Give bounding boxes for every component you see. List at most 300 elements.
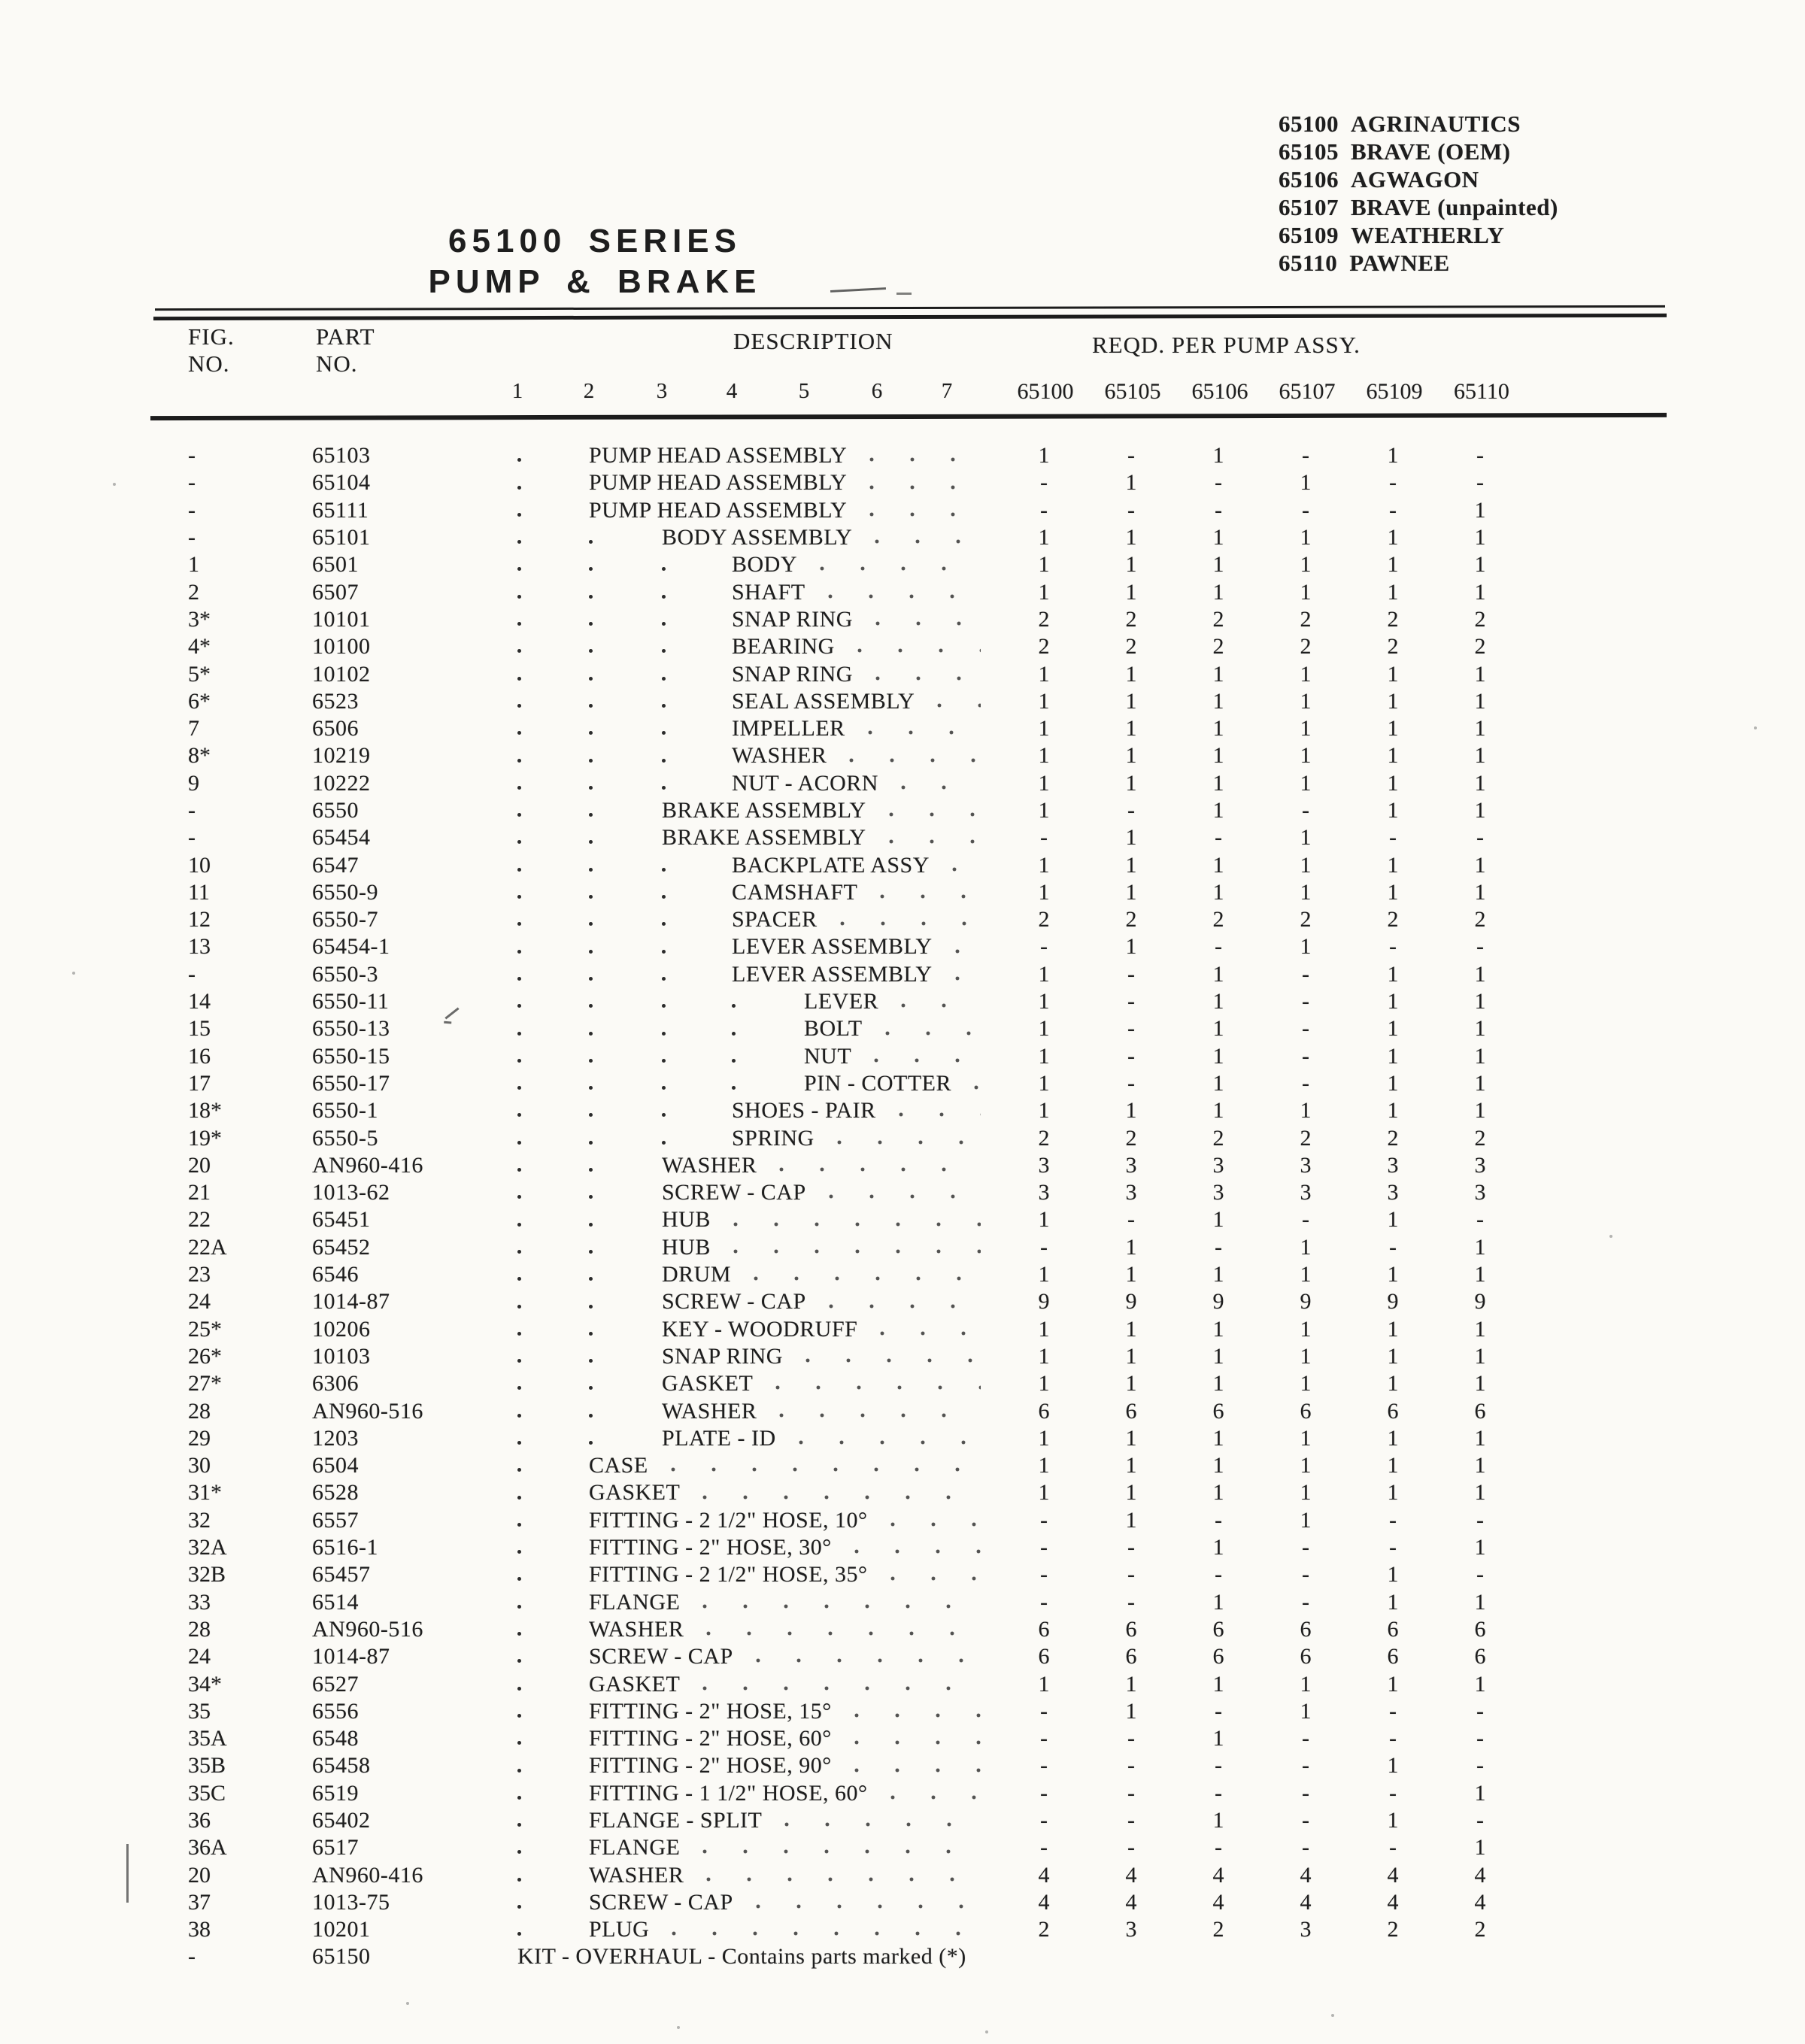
table-row (0, 524, 1805, 551)
fig-no-cell: - (188, 443, 196, 469)
leader-dots (754, 1276, 981, 1281)
indent-dot (517, 1277, 521, 1281)
fig-no-cell: 35C (188, 1780, 226, 1806)
indent-dot (517, 1059, 521, 1063)
page-title (418, 221, 772, 302)
indent-dot (589, 895, 593, 899)
description-cell (493, 1179, 1000, 1206)
qty-cell: - (1127, 1780, 1135, 1806)
indent-dot (589, 1277, 593, 1281)
indent-dot (517, 1932, 521, 1936)
qty-cell: 1 (1038, 1070, 1050, 1096)
indent-dot (517, 1496, 521, 1500)
indent-dot (589, 1059, 593, 1063)
description-text: PUMP HEAD ASSEMBLY (589, 443, 848, 469)
qty-cell: 1 (1038, 525, 1050, 550)
qty-cell: 1 (1212, 688, 1224, 714)
qty-cell: 1 (1038, 688, 1050, 714)
indent-dot (662, 649, 666, 653)
leader-dots (875, 676, 981, 681)
qty-cell: 6 (1125, 1616, 1137, 1642)
indent-dot (517, 1386, 521, 1390)
qty-cell: 2 (1474, 634, 1486, 660)
part-no-cell: 1014-87 (312, 1289, 390, 1315)
qty-cell: 1 (1387, 1807, 1399, 1833)
fig-no-cell: 28 (188, 1616, 211, 1642)
indent-dot (517, 704, 521, 708)
qty-cell: 1 (1387, 552, 1399, 578)
table-row (0, 1916, 1805, 1943)
fig-no-cell: - (188, 470, 196, 496)
part-no-cell: 6519 (312, 1780, 359, 1806)
qty-cell: 2 (1125, 907, 1137, 933)
indent-dot (662, 677, 666, 681)
part-no-cell: 6550-9 (312, 879, 378, 905)
qty-cell: 1 (1038, 1453, 1050, 1478)
part-no-cell: 6550-13 (312, 1016, 390, 1042)
fig-no-cell: 18* (188, 1098, 222, 1124)
description-cell (493, 688, 1000, 715)
qty-cell: 2 (1300, 1125, 1312, 1151)
table-row (0, 660, 1805, 687)
qty-cell: 3 (1125, 1180, 1137, 1205)
qty-cell: 1 (1387, 1480, 1399, 1506)
qty-cell: 1 (1212, 1207, 1224, 1233)
description-cell (493, 633, 1000, 660)
qty-cell: 1 (1474, 497, 1486, 523)
fig-no-cell: 21 (188, 1180, 211, 1205)
leader-dots (799, 1440, 981, 1445)
description-cell (493, 1643, 1000, 1670)
description-cell (493, 742, 1000, 769)
qty-cell: 9 (1212, 1289, 1224, 1315)
qty-cell: 3 (1212, 1152, 1224, 1178)
leader-dots (890, 1522, 981, 1527)
indent-dot (517, 1714, 521, 1718)
part-no-cell: 1013-62 (312, 1180, 390, 1205)
qty-cell: 2 (1125, 606, 1137, 632)
qty-cell: 1 (1300, 825, 1312, 851)
qty-cell: - (1215, 1234, 1222, 1260)
qty-cell: 1 (1474, 552, 1486, 578)
fig-no-cell: - (188, 825, 196, 851)
fig-no-cell: 13 (188, 934, 211, 960)
indent-dot (662, 1059, 666, 1063)
qty-cell: 1 (1212, 1726, 1224, 1751)
qty-cell: - (1127, 798, 1135, 823)
qty-cell: 2 (1038, 1917, 1050, 1942)
part-no-cell: 10103 (312, 1343, 371, 1369)
description-text: BRAKE ASSEMBLY (662, 798, 866, 823)
table-row (0, 1152, 1805, 1179)
description-text: NUT (804, 1043, 852, 1069)
leader-dots (706, 1631, 981, 1636)
description-cell (493, 1916, 1000, 1943)
part-no-cell: 65451 (312, 1207, 371, 1233)
part-no-cell: 6550-11 (312, 989, 390, 1014)
indent-dot (662, 731, 666, 735)
qty-cell: - (1476, 470, 1484, 496)
qty-cell: 2 (1300, 907, 1312, 933)
leader-dots (854, 1713, 981, 1718)
indent-dot (517, 1796, 521, 1800)
leader-dots (829, 1194, 981, 1199)
part-no-cell: 65457 (312, 1562, 371, 1588)
indent-dot (662, 950, 666, 954)
qty-cell: 1 (1212, 770, 1224, 796)
qty-cell: - (1127, 1207, 1135, 1233)
leader-dots (828, 594, 981, 599)
qty-cell: 6 (1212, 1398, 1224, 1424)
indent-dot (517, 977, 521, 981)
part-no-cell: 6523 (312, 688, 359, 714)
leader-dots (869, 512, 981, 517)
qty-cell: 6 (1474, 1398, 1486, 1424)
fig-no-cell: - (188, 1944, 196, 1970)
qty-cell: 6 (1474, 1644, 1486, 1669)
part-no-cell: 65454-1 (312, 934, 390, 960)
description-text: BODY (732, 552, 798, 578)
qty-cell: - (1040, 934, 1048, 960)
description-cell (493, 1234, 1000, 1261)
qty-cell: 1 (1125, 1480, 1137, 1506)
part-no-cell: 65458 (312, 1753, 371, 1779)
indent-level-header: 2 (583, 379, 595, 403)
indent-dot (662, 895, 666, 899)
description-cell (493, 961, 1000, 988)
description-text: CAMSHAFT (732, 879, 858, 905)
part-no-cell: 6507 (312, 579, 359, 605)
table-top-rule (155, 305, 1665, 311)
part-no-cell: 65454 (312, 825, 371, 851)
model-name: BRAVE (unpainted) (1351, 194, 1558, 220)
qty-cell: 1 (1474, 1343, 1486, 1369)
part-no-cell: 6550-1 (312, 1098, 378, 1124)
part-no-cell: 6550-17 (312, 1070, 390, 1096)
qty-cell: 1 (1212, 1807, 1224, 1833)
description-cell (493, 1097, 1000, 1124)
description-cell (493, 1479, 1000, 1506)
indent-dot (589, 840, 593, 844)
leader-dots (784, 1822, 981, 1827)
qty-cell: 1 (1125, 1316, 1137, 1342)
qty-cell: 1 (1038, 443, 1050, 469)
indent-dot (517, 486, 521, 490)
indent-dot (517, 1305, 521, 1309)
qty-cell: - (1389, 934, 1397, 960)
qty-cell: - (1215, 1780, 1222, 1806)
fig-no-cell: 38 (188, 1917, 211, 1942)
description-cell (493, 1261, 1000, 1288)
qty-cell: 1 (1474, 1480, 1486, 1506)
qty-cell: 1 (1387, 1070, 1399, 1096)
indent-dot (517, 1905, 521, 1909)
qty-cell: 1 (1212, 852, 1224, 878)
table-row (0, 1097, 1805, 1124)
leader-dots (854, 1549, 981, 1554)
qty-cell: 1 (1300, 1698, 1312, 1724)
leader-dots (756, 1658, 981, 1663)
qty-cell: 1 (1387, 1016, 1399, 1042)
leader-dots (733, 1249, 981, 1254)
model-code: 65109 (1279, 222, 1339, 248)
part-no-cell: 6550-5 (312, 1125, 378, 1151)
indent-dot (662, 1141, 666, 1145)
qty-cell: 1 (1474, 1535, 1486, 1560)
description-cell (493, 1534, 1000, 1561)
qty-cell: - (1215, 497, 1222, 523)
qty-cell: 1 (1212, 552, 1224, 578)
part-no-cell: 65111 (312, 497, 369, 523)
qty-cell: - (1389, 1535, 1397, 1560)
qty-cell: 3 (1387, 1180, 1399, 1205)
indent-level-header: 7 (941, 379, 953, 403)
part-no-cell: 1203 (312, 1425, 359, 1451)
qty-cell: 1 (1038, 1480, 1050, 1506)
qty-cell: 1 (1474, 1453, 1486, 1478)
indent-dot (589, 1168, 593, 1172)
description-text: FITTING - 2 1/2" HOSE, 35° (589, 1562, 868, 1588)
qty-cell: 6 (1125, 1644, 1137, 1669)
description-cell (493, 1015, 1000, 1042)
leader-dots (890, 1576, 981, 1581)
part-no-cell: 65452 (312, 1234, 371, 1260)
description-text: PIN - COTTER (804, 1070, 951, 1096)
description-text: GASKET (589, 1671, 681, 1697)
qty-cell: 1 (1300, 661, 1312, 687)
description-cell (493, 497, 1000, 524)
description-text: BODY ASSEMBLY (662, 525, 853, 550)
indent-dot (662, 922, 666, 926)
indent-level-header: 1 (511, 379, 523, 403)
fig-no-cell: - (188, 798, 196, 823)
qty-cell: - (1127, 1589, 1135, 1615)
part-no-cell: 65150 (312, 1944, 371, 1970)
qty-cell: 3 (1212, 1180, 1224, 1205)
description-cell (493, 797, 1000, 824)
col-header-reqd: REQD. PER PUMP ASSY. (1092, 332, 1361, 358)
qty-cell: 1 (1212, 1480, 1224, 1506)
qty-cell: 1 (1212, 1589, 1224, 1615)
description-text: SPRING (732, 1125, 815, 1151)
qty-cell: - (1127, 1070, 1135, 1096)
qty-cell: - (1476, 443, 1484, 469)
description-text: BEARING (732, 634, 835, 660)
table-row (0, 1479, 1805, 1506)
description-text: FLANGE - SPLIT (589, 1807, 763, 1833)
qty-cell: 4 (1300, 1889, 1312, 1915)
fig-no-cell: 36 (188, 1807, 211, 1833)
qty-cell: 2 (1474, 606, 1486, 632)
scan-speck (985, 2030, 988, 2033)
qty-cell: 1 (1212, 579, 1224, 605)
part-no-cell: 6556 (312, 1698, 359, 1724)
qty-cell: 2 (1300, 634, 1312, 660)
description-cell (493, 988, 1000, 1015)
description-text: LEVER ASSEMBLY (732, 961, 933, 987)
indent-dot (517, 1168, 521, 1172)
table-row (0, 1507, 1805, 1534)
fig-no-cell: 14 (188, 989, 211, 1014)
description-text: PUMP HEAD ASSEMBLY (589, 470, 848, 496)
indent-dot (517, 1769, 521, 1773)
qty-cell: 3 (1300, 1180, 1312, 1205)
table-row (0, 715, 1805, 742)
indent-dot (589, 1223, 593, 1227)
description-text: SHAFT (732, 579, 805, 605)
table-row (0, 442, 1805, 469)
qty-cell: 1 (1212, 1262, 1224, 1287)
indent-dot (517, 1332, 521, 1336)
leader-dots (756, 1904, 981, 1909)
qty-cell: 1 (1212, 1016, 1224, 1042)
qty-cell: 1 (1387, 661, 1399, 687)
description-text: FLANGE (589, 1835, 681, 1861)
description-text: SCREW - CAP (662, 1180, 806, 1205)
indent-dot (517, 677, 521, 681)
model-column-header: 65110 (1454, 379, 1509, 404)
qty-cell: 1 (1038, 879, 1050, 905)
qty-cell: 1 (1474, 661, 1486, 687)
qty-cell: - (1127, 497, 1135, 523)
fig-no-cell: 33 (188, 1589, 211, 1615)
description-cell (493, 1124, 1000, 1151)
fig-no-cell: 10 (188, 852, 211, 878)
table-row (0, 1943, 1805, 1970)
indent-dot (589, 1004, 593, 1008)
description-text: WASHER (732, 743, 827, 769)
table-row (0, 851, 1805, 878)
qty-cell: 1 (1038, 961, 1050, 987)
model-column-header: 65106 (1191, 379, 1248, 404)
table-header-rule (150, 413, 1667, 420)
indent-dot (517, 1113, 521, 1117)
qty-cell: 1 (1474, 1316, 1486, 1342)
qty-cell: 1 (1474, 1234, 1486, 1260)
description-text: DRUM (662, 1262, 732, 1287)
qty-cell: 1 (1474, 798, 1486, 823)
qty-cell: 1 (1387, 1098, 1399, 1124)
qty-cell: - (1040, 1234, 1048, 1260)
qty-cell: 1 (1474, 1589, 1486, 1615)
description-text: BRAKE ASSEMBLY (662, 825, 866, 851)
qty-cell: 1 (1387, 1043, 1399, 1069)
indent-dot (517, 759, 521, 763)
description-cell (493, 1861, 1000, 1888)
qty-cell: - (1302, 1780, 1309, 1806)
qty-cell: 1 (1038, 1207, 1050, 1233)
qty-cell: - (1476, 1726, 1484, 1751)
indent-dot (517, 649, 521, 653)
leader-dots (733, 1222, 981, 1227)
qty-cell: 1 (1212, 743, 1224, 769)
qty-cell: - (1127, 1016, 1135, 1042)
leader-dots (875, 621, 981, 626)
qty-cell: 1 (1038, 1098, 1050, 1124)
scan-scribble-mark (896, 293, 912, 295)
qty-cell: 1 (1125, 1453, 1137, 1478)
description-cell (493, 524, 1000, 551)
table-row (0, 469, 1805, 496)
indent-dot (589, 704, 593, 708)
indent-dot (589, 731, 593, 735)
leader-dots (829, 1304, 981, 1309)
qty-cell: 1 (1212, 1098, 1224, 1124)
parts-table-body (0, 442, 1805, 1971)
table-row (0, 1070, 1805, 1097)
part-no-cell: 10102 (312, 661, 371, 687)
leader-dots (849, 758, 981, 763)
description-cell (493, 1752, 1000, 1779)
qty-cell: - (1302, 1207, 1309, 1233)
leader-dots (672, 1931, 981, 1936)
qty-cell: - (1040, 470, 1048, 496)
description-text: SCREW - CAP (662, 1289, 806, 1315)
indent-dot (517, 1250, 521, 1254)
qty-cell: 1 (1125, 688, 1137, 714)
qty-cell: 6 (1300, 1398, 1312, 1424)
qty-cell: 6 (1387, 1644, 1399, 1669)
indent-dot (662, 622, 666, 626)
fig-no-cell: - (188, 497, 196, 523)
qty-cell: 1 (1474, 1016, 1486, 1042)
indent-dot (589, 868, 593, 872)
qty-cell: 1 (1038, 743, 1050, 769)
table-row (0, 1889, 1805, 1916)
part-no-cell: 10222 (312, 770, 371, 796)
indent-dot (589, 1414, 593, 1418)
fig-no-cell: 35B (188, 1753, 226, 1779)
qty-cell: - (1040, 1507, 1048, 1533)
indent-dot (517, 1032, 521, 1036)
qty-cell: 1 (1474, 1371, 1486, 1397)
qty-cell: 1 (1212, 1535, 1224, 1560)
indent-dot (517, 1141, 521, 1145)
qty-cell: - (1215, 470, 1222, 496)
model-code: 65107 (1279, 194, 1339, 220)
qty-cell: 1 (1212, 1425, 1224, 1451)
model-name: PAWNEE (1349, 250, 1450, 276)
qty-cell: 6 (1212, 1644, 1224, 1669)
part-no-cell: 6306 (312, 1371, 359, 1397)
qty-cell: - (1302, 798, 1309, 823)
description-cell (493, 1834, 1000, 1861)
leader-dots (937, 703, 981, 708)
description-text: FITTING - 2" HOSE, 15° (589, 1698, 832, 1724)
qty-cell: 1 (1387, 1671, 1399, 1697)
qty-cell: 2 (1038, 907, 1050, 933)
qty-cell: - (1476, 1807, 1484, 1833)
table-row (0, 1588, 1805, 1615)
qty-cell: 3 (1125, 1152, 1137, 1178)
table-row (0, 578, 1805, 605)
description-cell (493, 933, 1000, 960)
qty-cell: 3 (1474, 1152, 1486, 1178)
qty-cell: 1 (1387, 852, 1399, 878)
leader-dots (901, 785, 981, 790)
description-text: FLANGE (589, 1589, 681, 1615)
qty-cell: - (1476, 934, 1484, 960)
qty-cell: - (1127, 1535, 1135, 1560)
fig-no-cell: 32A (188, 1535, 227, 1560)
part-no-cell: 6516-1 (312, 1535, 378, 1560)
indent-dot (517, 786, 521, 790)
table-row (0, 1561, 1805, 1588)
leader-dots (854, 1740, 981, 1745)
qty-cell: 1 (1387, 1262, 1399, 1287)
indent-dot (589, 649, 593, 653)
part-no-cell: 6517 (312, 1835, 359, 1861)
